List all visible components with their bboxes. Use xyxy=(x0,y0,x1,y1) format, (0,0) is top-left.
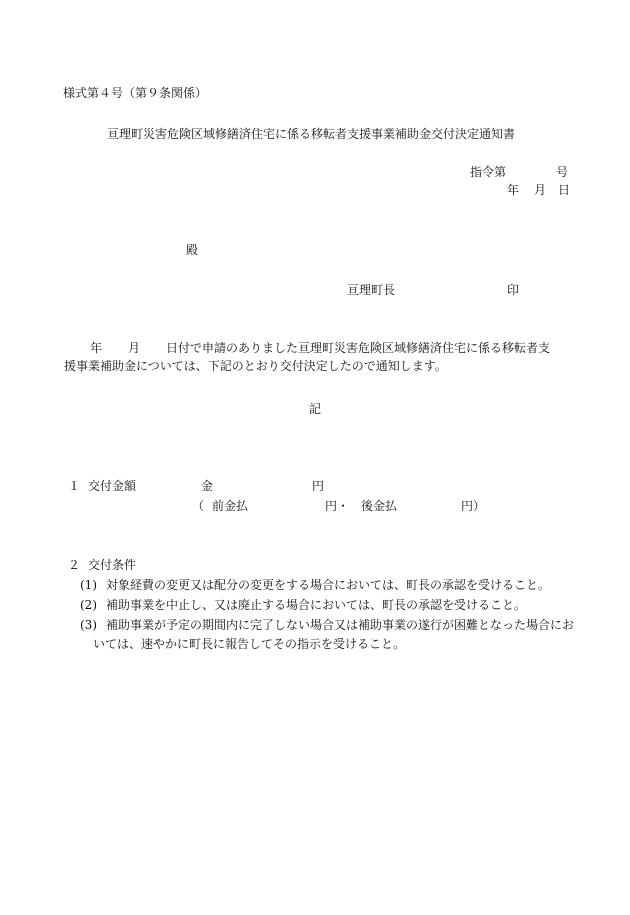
document-title: 亘理町災害危険区域修繕済住宅に係る移転者支援事業補助金交付決定通知書 xyxy=(107,127,516,141)
body-year: 年 xyxy=(90,341,103,355)
condition-3-text: 補助事業が予定の期間内に完了しない場合又は補助事業の遂行が困難となった場合にお xyxy=(106,618,575,632)
date-day: 日 xyxy=(558,183,571,197)
item2-number: ２ xyxy=(68,558,81,572)
later-payment-label: 後金払 xyxy=(361,499,398,513)
date-year: 年 xyxy=(507,183,520,197)
condition-3-text-continued: いては、速やかに町長に報告してその指示を受けること。 xyxy=(93,637,406,651)
date-month: 月 xyxy=(534,183,547,197)
item2-label: 交付条件 xyxy=(88,558,137,572)
body-line2: 援事業補助金については、下記のとおり交付決定したので通知します。 xyxy=(64,359,447,373)
advance-payment-label: 前金払 xyxy=(212,499,249,513)
form-label: 様式第４号（第９条関係） xyxy=(63,86,208,100)
advance-payment-yen: 円・ xyxy=(325,499,350,513)
addressee-honorific: 殿 xyxy=(186,243,199,257)
sender-name: 亘理町長 xyxy=(347,283,396,297)
item1-kin: 金 xyxy=(201,479,214,493)
item1-open-paren: （ xyxy=(192,499,205,513)
item1-number: １ xyxy=(68,479,81,493)
item1-label: 交付金額 xyxy=(88,479,137,493)
item1-yen: 円 xyxy=(312,479,325,493)
seal-mark: 印 xyxy=(507,283,520,297)
condition-2-number: (2) xyxy=(80,598,97,612)
later-payment-yen: 円） xyxy=(461,499,486,513)
condition-2-text: 補助事業を中止し、又は廃止する場合においては、町長の承認を受けること。 xyxy=(106,598,527,612)
number-label: 指令第 xyxy=(470,165,507,179)
condition-3-number: (3) xyxy=(80,618,97,632)
body-month: 月 xyxy=(128,341,141,355)
number-suffix: 号 xyxy=(556,165,569,179)
body-line1: 日付で申請のありました亘理町災害危険区域修繕済住宅に係る移転者支 xyxy=(166,341,551,355)
condition-1-text: 対象経費の変更又は配分の変更をする場合においては、町長の承認を受けること。 xyxy=(106,578,551,592)
record-heading: 記 xyxy=(309,402,322,416)
condition-1-number: (1) xyxy=(80,578,97,592)
